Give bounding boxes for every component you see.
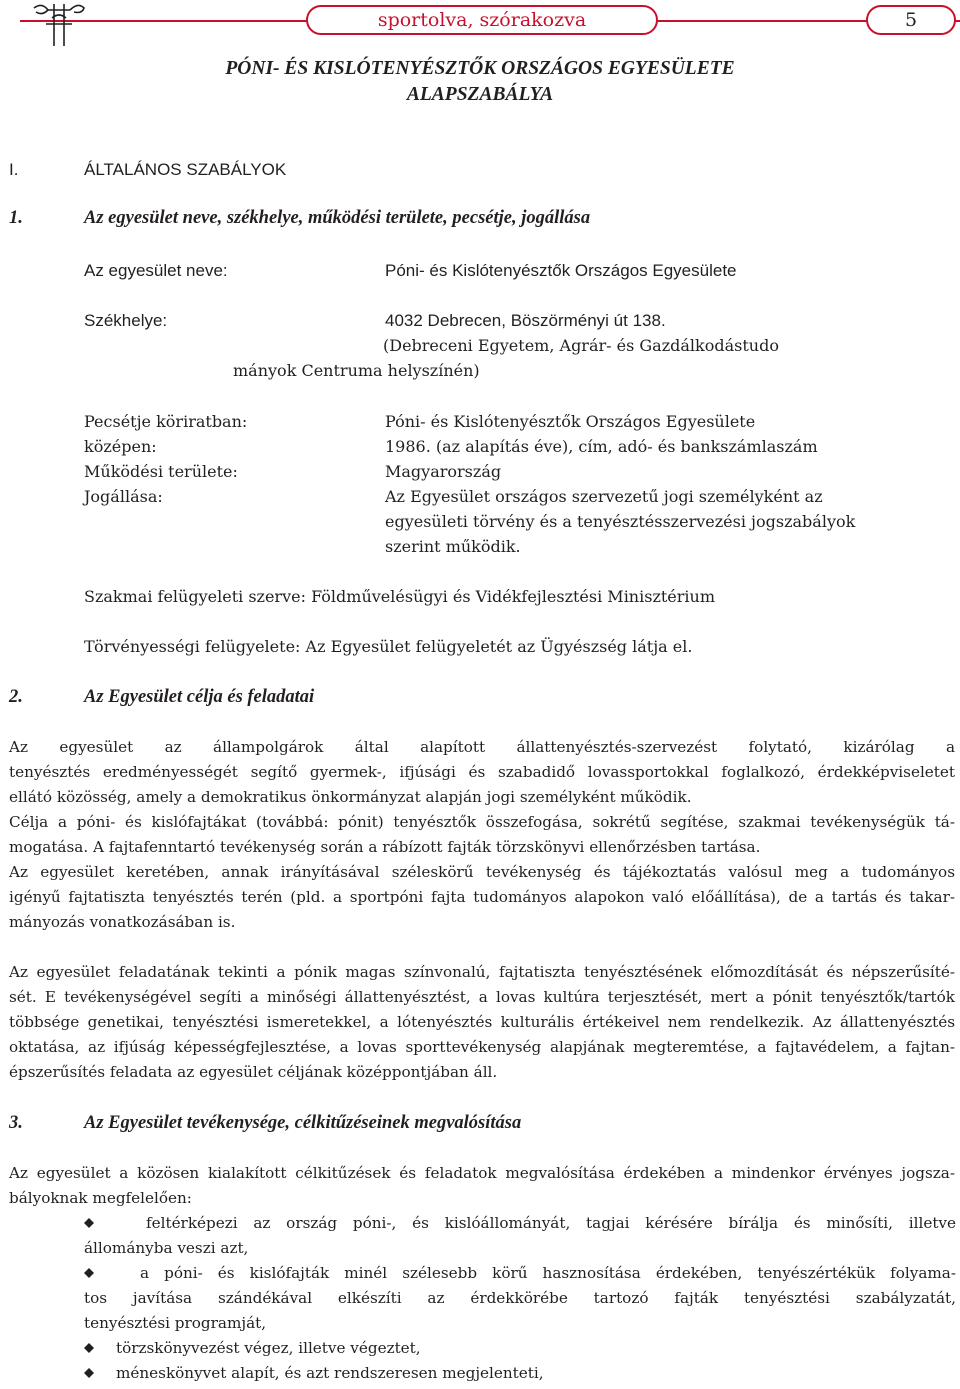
stamp-label-2: középen: — [84, 437, 157, 456]
diamond-bullet-icon — [84, 1368, 94, 1378]
paragraph-line: mányozás vonatkozásában is. — [9, 913, 236, 931]
legality-line: Törvényességi felügyelete: Az Egyesület felügyeletét az Ügyészség látja el. — [84, 637, 693, 656]
paragraph-line: többsége genetikai, tenyésztési ismeretekkel, a lótenyésztés kulturális értékeivel nem rendelkezik. Az állattenyésztés — [9, 1013, 955, 1031]
section-3-number: 3. — [9, 1113, 23, 1133]
bullet-2-line-1: a póni- és kislófajták minél szélesebb körű hasznosítása érdekében, tenyészértékük folyama- — [140, 1264, 956, 1282]
name-value: Póni- és Kislótenyésztők Országos Egyesülete — [385, 261, 737, 280]
paragraph-line: épszerűsítés feladata az egyesület céljának középpontjában áll. — [9, 1063, 498, 1081]
section-1-heading: Az egyesület neve, székhelye, működési területe, pecsétje, jogállása — [84, 208, 591, 228]
paragraph-line: igényű fajtatiszta tenyésztés terén (pld. a sportpóni fajta tudományos alapokon való előállítása), de a tartás és takar- — [9, 888, 955, 906]
paragraph-line: ellátó közösség, amely a demokratikus önkormányzat alapján jogi személyként működik. — [9, 788, 692, 806]
diamond-bullet-icon — [84, 1218, 94, 1228]
paragraph-line: oktatása, az ifjúság képességfejlesztése, a lovas sporttevékenység alapjának megteremtése, a fajtavédelem, a fajtan- — [9, 1038, 955, 1056]
paragraph-line: Célja a póni- és kislófajtákat (továbbá: pónit) tenyésztők összefogása, sokrétű segítése, szakmai tevékenységük tá- — [9, 813, 955, 831]
stamp-label-1: Pecsétje köriratban: — [84, 412, 248, 431]
legal-label: Jogállása: — [84, 487, 163, 506]
paragraph-line: sét. E tevékenységével segíti a minőségi állattenyésztést, a lovas kultúra terjesztését, mert a pónit tenyésztők/tartók — [9, 988, 955, 1006]
paragraph-line: Az egyesület a közösen kialakított célkitűzések és feladatok megvalósítása érdekében a mindenkor érvényes jogsza- — [9, 1164, 955, 1182]
bullet-1-line-1: feltérképezi az ország póni-, és kislóállományát, tagjai kérésére bírálja és minősíti, illetve — [146, 1214, 956, 1232]
bullet-4: méneskönyvet alapít, és azt rendszeresen megjelenteti, — [116, 1364, 544, 1382]
bullet-1-line-2: állományba veszi azt, — [84, 1239, 249, 1257]
supervisor-line: Szakmai felügyeleti szerve: Földművelésügyi és Vidékfejlesztési Minisztérium — [84, 587, 716, 606]
doc-title-line2: ALAPSZABÁLYA — [406, 84, 554, 105]
legal-value-3: szerint működik. — [385, 537, 521, 556]
chapter-title: ÁLTALÁNOS SZABÁLYOK — [84, 160, 287, 179]
bullet-3: törzskönyvezést végez, illetve végeztet, — [116, 1339, 421, 1357]
area-value: Magyarország — [385, 462, 502, 481]
section-1-number: 1. — [9, 208, 23, 228]
paragraph-line: bályoknak megfelelően: — [9, 1189, 192, 1207]
paragraph-line: mogatása. A fajtafenntartó tevékenység során a rábízott fajták törzskönyvi ellenőrzésben tartása. — [9, 838, 761, 856]
bullet-2-line-3: tenyésztési programját, — [84, 1314, 267, 1332]
page-number: 5 — [866, 5, 956, 35]
paragraph-line: Az egyesület feladatának tekinti a pónik magas színvonalú, fajtatiszta tenyésztésének előmozdítását és népszerűsíté- — [9, 963, 955, 981]
bullet-2-line-2: tos javítása szándékával elkészíti az érdekkörébe tartozó fajták tenyésztési szabályzatát, — [84, 1289, 956, 1307]
chapter-number: I. — [9, 160, 19, 179]
ornament-icon — [30, 0, 88, 48]
doc-title-line1: PÓNI- ÉS KISLÓTENYÉSZTŐK ORSZÁGOS EGYESÜLETE — [225, 58, 735, 79]
section-2-heading: Az Egyesület célja és feladatai — [84, 687, 315, 707]
section-3-heading: Az Egyesület tevékenysége, célkitűzéseinek megvalósítása — [84, 1113, 522, 1133]
section-title-badge: sportolva, szórakozva — [306, 5, 658, 35]
section-2-number: 2. — [9, 687, 23, 707]
legal-value-1: Az Egyesület országos szervezetű jogi személyként az — [385, 487, 823, 506]
stamp-value-2: 1986. (az alapítás éve), cím, adó- és bankszámlaszám — [385, 437, 818, 456]
seat-line2: (Debreceni Egyetem, Agrár- és Gazdálkodástudo — [383, 336, 779, 355]
paragraph-line: Az egyesület keretében, annak irányításával széleskörű tevékenység és tájékoztatás valósul meg a tudományos — [9, 863, 955, 881]
paragraph-line: tenyésztés eredményességét segítő gyermek-, ifjúsági és szabadidő lovassportokkal foglalkozó, érdekképviseletet — [9, 763, 955, 781]
paragraph-line: Az egyesület az állampolgárok által alapított állattenyésztés-szervezést folytató, kizárólag a — [9, 738, 955, 756]
seat-line3: mányok Centruma helyszínén) — [233, 361, 480, 380]
diamond-bullet-icon — [84, 1343, 94, 1353]
seat-line1: 4032 Debrecen, Böszörményi út 138. — [385, 311, 666, 330]
legal-value-2: egyesületi törvény és a tenyésztésszervezési jogszabályok — [385, 512, 856, 531]
name-label: Az egyesület neve: — [84, 261, 228, 280]
diamond-bullet-icon — [84, 1268, 94, 1278]
area-label: Működési területe: — [84, 462, 238, 481]
seat-label: Székhelye: — [84, 311, 168, 330]
stamp-value-1: Póni- és Kislótenyésztők Országos Egyesülete — [385, 412, 756, 431]
